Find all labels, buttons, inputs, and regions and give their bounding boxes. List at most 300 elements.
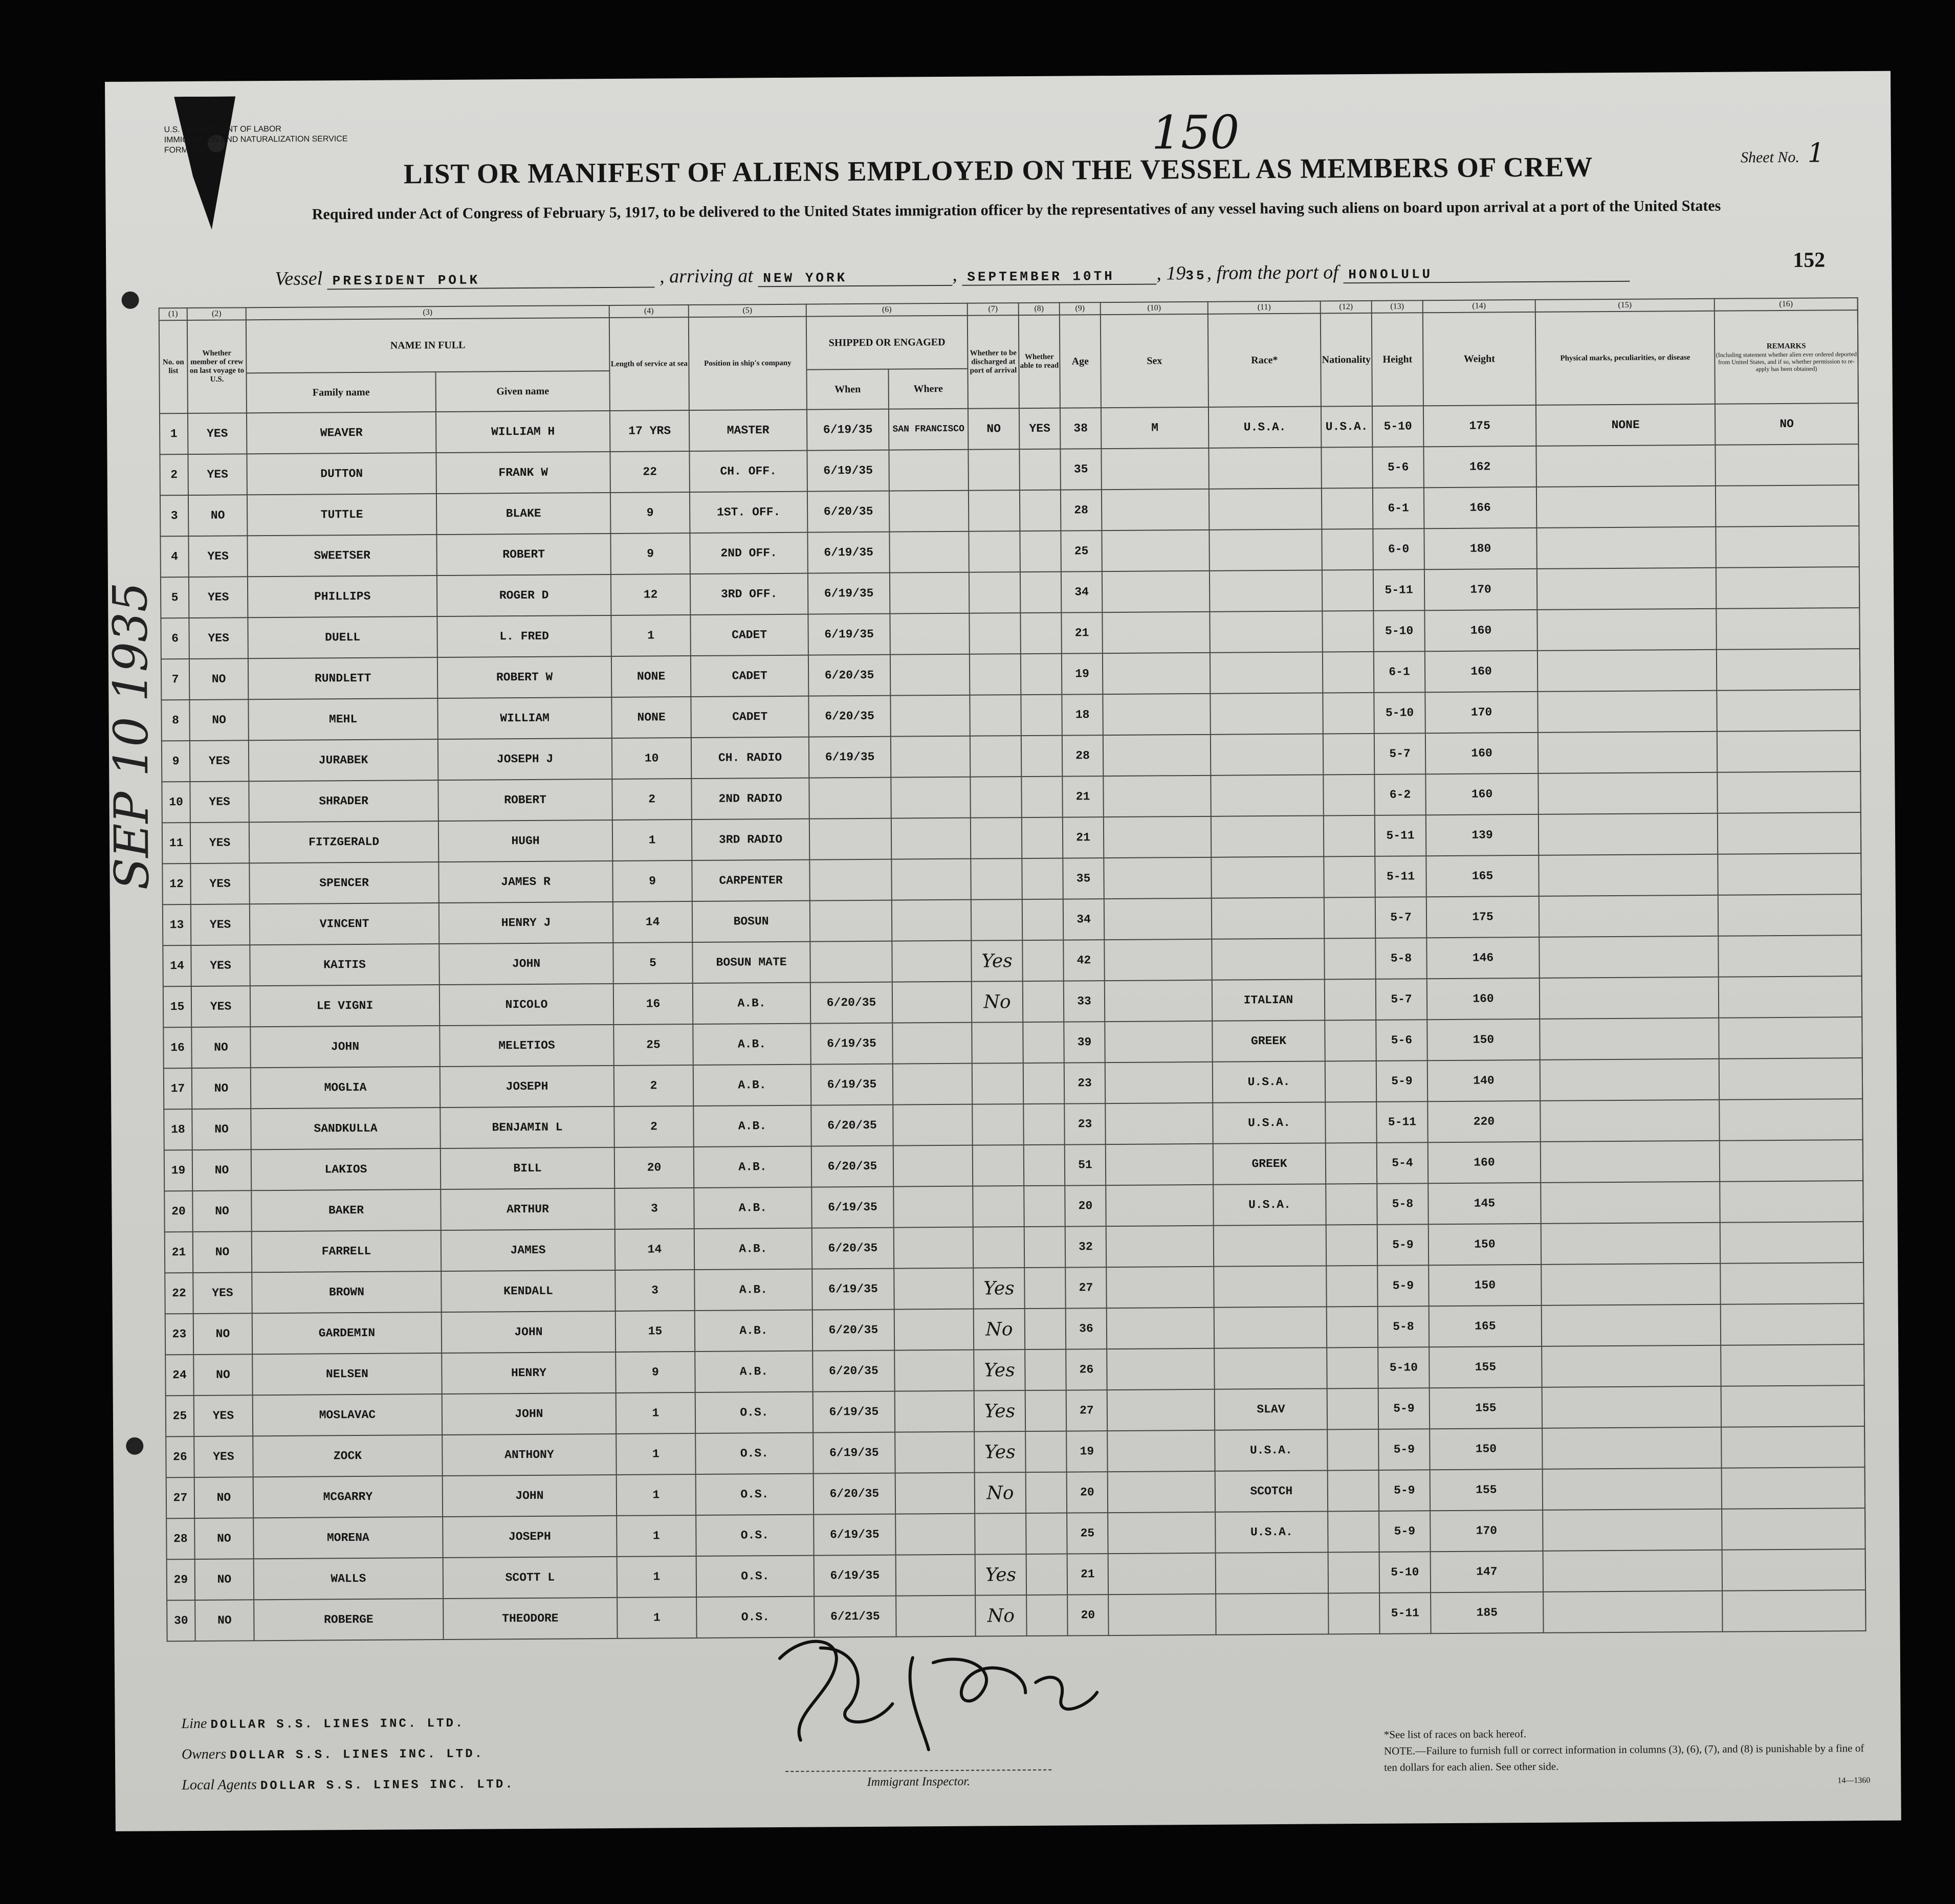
column-subheader-row: Family name Given name When Where (159, 363, 1858, 413)
row-number-cell: 22 (165, 1273, 193, 1314)
sex-cell (1103, 653, 1210, 694)
able-to-read-cell (1025, 1431, 1066, 1472)
engaged-when-cell (810, 941, 892, 983)
given-name-cell: JOHN (439, 943, 613, 985)
given-name-cell: BLAKE (436, 493, 610, 535)
remarks-cell (1717, 690, 1860, 732)
ship-position-cell: MASTER (689, 410, 807, 451)
service-length-cell: 20 (614, 1147, 694, 1188)
row-number-cell: 25 (166, 1396, 194, 1436)
able-to-read-cell (1019, 449, 1060, 490)
weight-cell: 185 (1431, 1592, 1543, 1633)
nationality-cell (1323, 734, 1374, 775)
race-cell: U.S.A. (1213, 1102, 1325, 1143)
row-number-cell: 30 (167, 1600, 195, 1641)
sex-cell (1102, 489, 1209, 530)
age-cell: 35 (1060, 449, 1101, 490)
given-name-cell: JOSEPH J (438, 738, 612, 780)
row-number-cell: 15 (163, 986, 191, 1027)
ship-position-cell: A.B. (693, 1024, 810, 1065)
engaged-when-cell: 6/19/35 (808, 614, 890, 655)
discharge-cell (972, 1063, 1023, 1104)
last-voyage-cell: NO (193, 1231, 252, 1273)
last-voyage-cell: YES (194, 1395, 253, 1436)
able-to-read-cell (1022, 899, 1063, 940)
family-name-cell: TUTTLE (247, 494, 436, 536)
engaged-when-cell: 6/20/35 (811, 1105, 893, 1146)
last-voyage-cell: YES (190, 863, 249, 904)
engaged-when-cell (809, 778, 891, 819)
height-cell: 6-2 (1374, 774, 1425, 815)
nationality-cell (1322, 529, 1373, 570)
row-number-cell: 1 (160, 413, 188, 454)
sex-cell (1103, 694, 1210, 735)
ship-position-cell: CH. OFF. (689, 451, 807, 492)
service-length-cell: NONE (611, 697, 691, 738)
family-name-cell: NELSEN (252, 1353, 442, 1395)
age-cell: 23 (1064, 1103, 1105, 1144)
able-to-read-cell (1022, 940, 1063, 981)
engaged-when-cell: 6/20/35 (810, 982, 892, 1024)
engaged-where-cell (895, 1514, 975, 1555)
nationality-cell (1324, 897, 1375, 939)
remarks-cell (1720, 1263, 1863, 1304)
row-number-cell: 4 (160, 536, 188, 577)
engaged-where-cell (893, 1064, 972, 1105)
discharge-cell (970, 736, 1021, 777)
footer-agents: Local Agents DOLLAR S.S. LINES INC. LTD. (182, 1777, 515, 1794)
physical-marks-cell (1540, 1018, 1719, 1060)
physical-marks-cell (1542, 1304, 1721, 1346)
family-name-cell: LAKIOS (251, 1148, 441, 1190)
engaged-when-cell: 6/20/35 (808, 655, 890, 696)
arrival-port: NEW YORK (758, 270, 952, 287)
weight-cell: 150 (1430, 1428, 1542, 1470)
engaged-where-cell (894, 1309, 974, 1350)
row-number-cell: 9 (162, 741, 190, 782)
sex-cell (1105, 1021, 1212, 1062)
engaged-when-cell: 6/20/35 (812, 1350, 894, 1392)
ship-position-cell: A.B. (694, 1228, 812, 1270)
age-cell: 21 (1067, 1554, 1108, 1595)
ship-position-cell: 2ND RADIO (691, 778, 809, 820)
sex-cell (1106, 1267, 1214, 1308)
engaged-where-cell (891, 859, 971, 900)
weight-cell: 175 (1423, 405, 1536, 447)
nationality-cell (1326, 1184, 1377, 1225)
given-name-cell: ROBERT (438, 779, 612, 821)
discharge-cell (970, 654, 1021, 695)
race-cell (1214, 1307, 1327, 1348)
engaged-when-cell: 6/20/35 (808, 696, 890, 737)
ship-position-cell: A.B. (694, 1269, 812, 1311)
height-cell: 6-1 (1373, 488, 1424, 529)
nationality-cell (1328, 1593, 1379, 1634)
last-voyage-cell: YES (190, 781, 249, 823)
engaged-where-cell (891, 777, 970, 818)
ship-position-cell: 1ST. OFF. (690, 492, 807, 533)
engaged-when-cell (810, 900, 892, 942)
given-name-cell: WILLIAM (437, 697, 611, 739)
sex-cell (1101, 448, 1209, 490)
service-length-cell: 9 (616, 1352, 695, 1393)
last-voyage-cell: NO (193, 1313, 252, 1355)
column-header-row: No. on list Whether member of crew on last voyage to U.S. NAME IN FULL Length of service at sea Position in ship's company SHIPPED OR ENGAGED Whether to be discharged at port of arrival Whether able to read Age Sex Race* Nationality Height Weight Physical marks, peculiarities, or disease REMARKS (Including statement whether alien ever ordered deported from United States, and if so, whether permission to re-apply has been obtained) (159, 310, 1858, 373)
physical-marks-cell (1536, 486, 1716, 528)
service-length-cell: 10 (612, 738, 691, 779)
service-length-cell: 9 (610, 533, 690, 574)
physical-marks-cell (1537, 691, 1717, 733)
sex-cell (1106, 1226, 1214, 1267)
remarks-cell (1718, 894, 1861, 936)
race-cell (1212, 938, 1324, 980)
able-to-read-cell (1020, 572, 1061, 613)
service-length-cell: 14 (615, 1229, 694, 1270)
age-cell: 19 (1066, 1431, 1107, 1472)
engaged-where-cell (891, 818, 971, 859)
able-to-read-cell (1026, 1554, 1067, 1595)
last-voyage-cell: NO (188, 495, 247, 536)
row-number-cell: 3 (160, 495, 188, 536)
race-cell (1210, 693, 1323, 734)
penalty-note: *See list of races on back hereof. NOTE.—Failure to furnish full or correct information in columns (3), (6), (7), and (8) is punishable by a fine of ten dollars for each alien. See other side. 14—1360 (1383, 1728, 1871, 1785)
engaged-when-cell: 6/20/35 (812, 1228, 894, 1269)
weight-cell: 145 (1428, 1183, 1541, 1224)
family-name-cell: ROBERGE (254, 1599, 443, 1641)
service-length-cell: 2 (612, 779, 691, 820)
sex-cell (1103, 776, 1211, 817)
last-voyage-cell: YES (190, 822, 249, 864)
physical-marks-cell (1543, 1591, 1722, 1633)
discharge-cell: Yes (974, 1349, 1025, 1391)
able-to-read-cell (1021, 736, 1062, 777)
weight-cell: 140 (1427, 1060, 1540, 1101)
given-name-cell: HUGH (438, 820, 612, 862)
sex-cell (1102, 571, 1210, 612)
height-cell: 5-4 (1377, 1142, 1428, 1184)
age-cell: 21 (1062, 776, 1103, 817)
sex-cell (1104, 816, 1211, 858)
physical-marks-cell (1537, 609, 1716, 651)
sex-cell (1103, 735, 1211, 776)
engaged-where-cell (895, 1391, 974, 1432)
engaged-when-cell: 6/19/35 (814, 1555, 896, 1597)
engaged-where-cell (894, 1268, 973, 1310)
nationality-cell: U.S.A. (1321, 406, 1372, 448)
discharge-cell (973, 1227, 1024, 1268)
age-cell: 27 (1066, 1390, 1107, 1431)
footer-line: Line DOLLAR S.S. LINES INC. LTD. (181, 1715, 465, 1732)
last-voyage-cell: YES (189, 617, 248, 659)
last-voyage-cell: NO (192, 1109, 251, 1150)
last-voyage-cell: NO (191, 1027, 250, 1068)
age-cell: 27 (1065, 1267, 1106, 1308)
engaged-where-cell (895, 1432, 974, 1473)
service-length-cell: 2 (614, 1106, 693, 1147)
given-name-cell: ROBERT (436, 534, 610, 575)
last-voyage-cell: YES (188, 413, 247, 454)
remarks-cell (1722, 1467, 1865, 1509)
weight-cell: 155 (1429, 1346, 1542, 1388)
age-cell: 34 (1063, 899, 1104, 940)
discharge-cell (969, 490, 1020, 532)
engaged-where-cell (895, 1473, 975, 1514)
last-voyage-cell: YES (191, 945, 250, 986)
footer-owners: Owners DOLLAR S.S. LINES INC. LTD. (181, 1746, 485, 1763)
family-name-cell: JURABEK (249, 739, 438, 781)
age-cell: 20 (1067, 1595, 1108, 1635)
last-voyage-cell: NO (189, 699, 248, 741)
nationality-cell (1327, 1429, 1378, 1471)
engaged-where-cell (893, 1104, 972, 1146)
given-name-cell: ROBERT W (437, 656, 611, 698)
inspector-label: Immigrant Inspector. (785, 1769, 1051, 1790)
physical-marks-cell (1536, 527, 1716, 569)
physical-marks-cell (1540, 1059, 1719, 1101)
engaged-when-cell: 6/20/35 (814, 1473, 895, 1515)
last-voyage-cell: NO (194, 1477, 253, 1518)
able-to-read-cell (1022, 858, 1063, 899)
physical-marks-cell (1541, 1182, 1720, 1224)
service-length-cell: 17 YRS (610, 410, 689, 452)
weight-cell: 175 (1426, 896, 1539, 938)
physical-marks-cell (1543, 1509, 1722, 1551)
height-cell: 5-10 (1372, 406, 1423, 447)
able-to-read-cell (1020, 531, 1061, 572)
race-cell (1214, 1347, 1327, 1389)
last-voyage-cell: YES (189, 577, 248, 618)
discharge-cell (972, 1104, 1023, 1145)
able-to-read-cell (1020, 490, 1061, 531)
discharge-cell: Yes (974, 1431, 1025, 1473)
given-name-cell: JOHN (442, 1311, 616, 1353)
engaged-where-cell (892, 1023, 972, 1064)
physical-marks-cell (1541, 1223, 1720, 1265)
race-cell (1210, 611, 1322, 652)
nationality-cell (1322, 488, 1373, 529)
row-number-cell: 26 (166, 1436, 194, 1477)
sex-cell (1104, 898, 1212, 940)
sheet-number: Sheet No. 1 (1740, 138, 1825, 169)
nationality-cell (1321, 447, 1372, 489)
nationality-cell (1324, 856, 1375, 898)
sex-cell (1106, 1185, 1213, 1226)
height-cell: 5-11 (1373, 569, 1424, 611)
age-cell: 26 (1066, 1349, 1107, 1390)
last-voyage-cell: YES (191, 986, 250, 1027)
service-length-cell: 1 (617, 1474, 696, 1516)
family-name-cell: VINCENT (250, 903, 439, 945)
age-cell: 25 (1067, 1513, 1108, 1554)
ship-position-cell: CADET (691, 696, 808, 738)
last-voyage-cell: YES (194, 1436, 253, 1477)
row-number-cell: 17 (164, 1068, 192, 1109)
ship-position-cell: A.B. (694, 1146, 811, 1188)
height-cell: 5-8 (1375, 938, 1426, 979)
height-cell: 5-11 (1379, 1592, 1431, 1634)
engaged-where-cell (893, 1145, 973, 1187)
able-to-read-cell: YES (1019, 408, 1060, 449)
remarks-cell (1719, 1017, 1862, 1059)
nationality-cell (1322, 570, 1373, 611)
ship-position-cell: BOSUN (692, 901, 810, 942)
ship-position-cell: O.S. (695, 1392, 813, 1433)
ship-position-cell: BOSUN MATE (692, 942, 810, 983)
discharge-cell: No (975, 1472, 1026, 1514)
family-name-cell: WALLS (254, 1558, 443, 1600)
race-cell: U.S.A. (1209, 406, 1321, 448)
arrival-year: 35 (1185, 268, 1207, 284)
nationality-cell (1327, 1347, 1378, 1389)
age-cell: 36 (1066, 1308, 1107, 1349)
punch-hole (126, 1437, 143, 1455)
able-to-read-cell (1021, 777, 1062, 817)
vessel-name: PRESIDENT POLK (327, 271, 655, 290)
engaged-where-cell (894, 1350, 974, 1391)
weight-cell: 160 (1424, 610, 1537, 651)
engaged-where-cell (891, 736, 970, 778)
given-name-cell: THEODORE (443, 1598, 617, 1640)
able-to-read-cell (1020, 613, 1061, 654)
height-cell: 6-1 (1374, 651, 1425, 693)
height-cell: 5-10 (1373, 610, 1424, 652)
row-number-cell: 21 (165, 1232, 193, 1273)
engaged-when-cell: 6/19/35 (813, 1432, 895, 1474)
row-number-cell: 5 (161, 577, 189, 618)
discharge-cell: Yes (973, 1268, 1024, 1309)
nationality-cell (1328, 1552, 1379, 1593)
race-cell (1211, 815, 1324, 857)
nationality-cell (1326, 1225, 1377, 1266)
family-name-cell: BAKER (251, 1189, 441, 1231)
weight-cell: 160 (1427, 978, 1540, 1020)
race-cell (1209, 447, 1321, 489)
last-voyage-cell: NO (194, 1518, 253, 1559)
discharge-cell: No (974, 1309, 1025, 1350)
weight-cell: 165 (1426, 855, 1539, 897)
nationality-cell (1324, 938, 1375, 980)
remarks-cell (1715, 444, 1858, 486)
age-cell: 21 (1063, 817, 1104, 858)
family-name-cell: PHILLIPS (248, 575, 437, 617)
discharge-cell (969, 531, 1020, 572)
given-name-cell: ARTHUR (441, 1188, 614, 1230)
discharge-cell (972, 1022, 1023, 1064)
weight-cell: 160 (1425, 773, 1538, 815)
engaged-where-cell (890, 613, 969, 655)
physical-marks-cell (1539, 854, 1718, 896)
race-cell (1210, 652, 1323, 693)
height-cell: 5-9 (1379, 1511, 1430, 1552)
service-length-cell: 15 (616, 1311, 695, 1352)
remarks-cell (1722, 1590, 1865, 1632)
service-length-cell: NONE (611, 656, 691, 697)
given-name-cell: ANTHONY (442, 1434, 616, 1476)
physical-marks-cell (1539, 895, 1718, 937)
engaged-when-cell: 6/20/35 (811, 1146, 893, 1187)
service-length-cell: 9 (612, 860, 692, 902)
family-name-cell: GARDEMIN (252, 1312, 442, 1354)
family-name-cell: DUTTON (247, 453, 436, 495)
discharge-cell (971, 858, 1022, 900)
race-cell (1216, 1593, 1328, 1634)
engaged-when-cell: 6/19/35 (813, 1391, 895, 1433)
height-cell: 5-7 (1374, 733, 1425, 774)
discharge-cell (969, 572, 1020, 613)
given-name-cell: JAMES R (438, 861, 612, 903)
remarks-cell (1716, 526, 1859, 568)
given-name-cell: HENRY J (439, 902, 613, 944)
ship-position-cell: CARPENTER (692, 860, 809, 901)
department-header: U.S. DEPARTMENT OF LABOR IMMIGRATION AND NATURALIZATION SERVICE FORM 630 (164, 124, 348, 155)
age-cell: 28 (1062, 735, 1103, 776)
ship-position-cell: 3RD OFF. (690, 573, 808, 615)
last-voyage-cell: YES (188, 454, 247, 495)
weight-cell: 160 (1428, 1142, 1541, 1183)
page-number: 152 (1793, 248, 1826, 272)
last-voyage-cell: NO (189, 658, 248, 700)
ship-position-cell: O.S. (696, 1597, 814, 1638)
physical-marks-cell: NONE (1536, 404, 1715, 446)
discharge-cell (975, 1513, 1026, 1555)
able-to-read-cell (1021, 654, 1062, 695)
height-cell: 5-7 (1376, 979, 1427, 1020)
physical-marks-cell (1538, 732, 1717, 773)
height-cell: 5-6 (1376, 1020, 1427, 1061)
discharge-cell (973, 1145, 1024, 1186)
ship-position-cell: 3RD RADIO (692, 819, 809, 860)
nationality-cell (1325, 1061, 1376, 1102)
age-cell: 19 (1062, 653, 1103, 694)
race-cell: ITALIAN (1212, 979, 1325, 1021)
height-cell: 5-9 (1378, 1429, 1430, 1470)
family-name-cell: BROWN (252, 1271, 441, 1313)
sex-cell (1108, 1553, 1216, 1595)
remarks-cell (1722, 1549, 1865, 1591)
row-number-cell: 8 (161, 700, 189, 741)
weight-cell: 150 (1427, 1019, 1540, 1060)
ship-position-cell: A.B. (693, 1065, 811, 1106)
weight-cell: 162 (1423, 446, 1536, 488)
last-voyage-cell: NO (192, 1068, 251, 1109)
discharge-cell (973, 1186, 1024, 1227)
nationality-cell (1326, 1143, 1377, 1184)
given-name-cell: HENRY (442, 1352, 616, 1394)
height-cell: 5-9 (1379, 1470, 1430, 1511)
family-name-cell: MOGLIA (251, 1067, 440, 1109)
height-cell: 5-9 (1377, 1224, 1429, 1266)
nationality-cell (1322, 611, 1373, 652)
engaged-when-cell: 6/19/35 (812, 1269, 894, 1310)
weight-cell: 147 (1431, 1551, 1543, 1592)
family-name-cell: ZOCK (253, 1435, 442, 1477)
weight-cell: 220 (1427, 1101, 1540, 1142)
document-subtitle: Required under Act of Congress of February 5, 1917, to be delivered to the United States immigration officer by the representatives of any vessel having such aliens on board upon arrival at a port of the United States (312, 197, 1721, 223)
race-cell: GREEK (1212, 1020, 1325, 1061)
able-to-read-cell (1023, 981, 1064, 1022)
given-name-cell: JOHN (442, 1393, 616, 1435)
given-name-cell: JAMES (441, 1229, 615, 1271)
engaged-when-cell (809, 818, 891, 860)
sex-cell (1104, 939, 1212, 981)
engaged-when-cell: 6/19/35 (810, 1023, 892, 1065)
weight-cell: 160 (1425, 733, 1538, 774)
engaged-where-cell (892, 982, 972, 1023)
sex-cell (1106, 1144, 1213, 1185)
family-name-cell: RUNDLETT (248, 657, 437, 699)
engaged-where-cell (892, 941, 971, 982)
last-voyage-cell: NO (195, 1600, 254, 1641)
